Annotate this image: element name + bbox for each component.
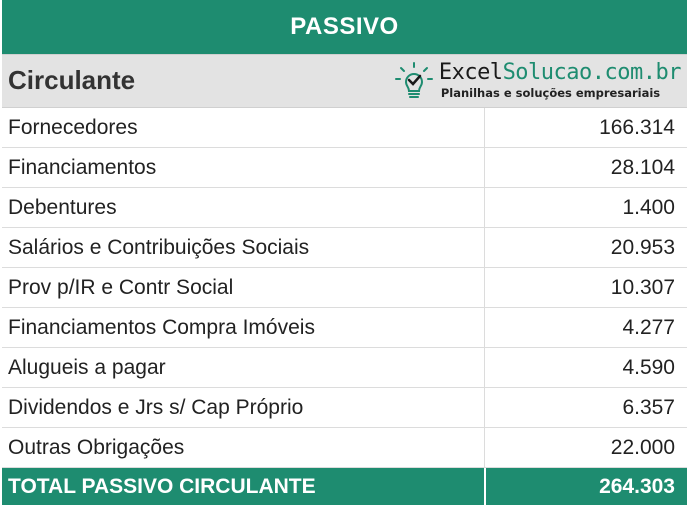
table-row: [2, 188, 687, 228]
row-label: Debentures: [2, 188, 485, 227]
section-header-circulante: [2, 55, 687, 108]
table-row: [2, 388, 687, 428]
row-label: Alugueis a pagar: [2, 348, 485, 387]
brand-suffix: Solucao.com.br: [502, 60, 681, 85]
liabilities-list: [2, 108, 687, 468]
row-value: 22.000: [610, 435, 675, 459]
table-row: [2, 228, 687, 268]
row-value: 28.104: [610, 155, 675, 179]
row-label: Financiamentos: [2, 148, 485, 187]
row-label: Fornecedores: [2, 108, 485, 147]
row-value: 4.590: [622, 355, 675, 379]
row-label: Financiamentos Compra Imóveis: [2, 308, 485, 347]
row-label: Prov p/IR e Contr Social: [2, 268, 485, 307]
row-label: Dividendos e Jrs s/ Cap Próprio: [2, 388, 485, 427]
brand-tagline: Planilhas e soluções empresariais: [440, 86, 661, 100]
row-label: Outras Obrigações: [2, 428, 485, 467]
table-row: [2, 108, 687, 148]
brand-logo: [393, 60, 681, 102]
balance-sheet: [2, 0, 687, 502]
header-passivo: [2, 0, 687, 55]
total-value: 264.303: [599, 474, 675, 498]
table-row: [2, 308, 687, 348]
total-label: TOTAL PASSIVO CIRCULANTE: [2, 468, 486, 505]
brand-text: [439, 60, 681, 100]
section-title: Circulante: [8, 65, 136, 95]
row-value: 1.400: [622, 195, 675, 219]
table-row: [2, 348, 687, 388]
table-row: [2, 428, 687, 468]
row-value: 6.357: [622, 395, 675, 419]
table-row: [2, 268, 687, 308]
total-row: [2, 468, 687, 505]
brand-name: [439, 60, 681, 86]
row-value: 20.953: [610, 235, 675, 259]
brand-prefix: Excel: [438, 60, 503, 85]
table-row: [2, 148, 687, 188]
header-title: PASSIVO: [290, 13, 399, 40]
row-value: 4.277: [622, 315, 675, 339]
row-label: Salários e Contribuições Sociais: [2, 228, 485, 267]
row-value: 10.307: [610, 275, 675, 299]
lightbulb-check-icon: [393, 62, 435, 102]
row-value: 166.314: [599, 115, 675, 139]
